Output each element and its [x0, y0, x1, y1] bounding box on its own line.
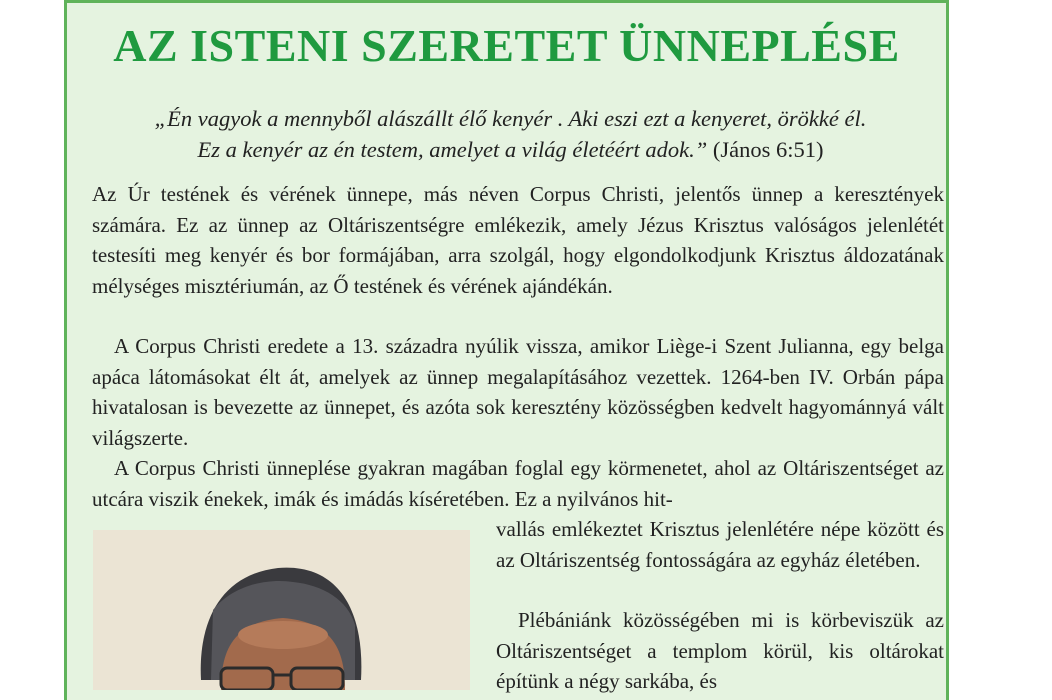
paragraph-4: Plébániánk közösségében mi is körbeviszük az Oltáriszentséget a templom körül, kis oltárokat építünk a négy sarkába, és — [496, 608, 944, 693]
paragraph-1: Az Úr testének és vérének ünnepe, más néven Corpus Christi, jelentős ünnep a keresztények számára. Ez az ünnep az Oltáriszentségre emlékezik, amely Jézus Krisztus valóságos jelenlétét testesíti meg kenyér és bor formájában, arra szolgál, hogy elgondolkodjunk Krisztus áldozatának mélységes misztériumán, az Ő testének és vérének ajándékán. — [92, 182, 944, 298]
priest-portrait-image — [93, 530, 470, 690]
paragraph-3-continued: vallás emlékeztet Krisztus jelenlétére népe között és az Oltáriszentség fontosságára az egyház életében. — [496, 517, 944, 572]
quote-line-2: Ez a kenyér az én testem, amelyet a világ életéért adok.” — [197, 137, 708, 162]
bible-quote — [87, 103, 934, 165]
priest-photo — [93, 530, 470, 690]
paragraph-2: A Corpus Christi eredete a 13. századra nyúlik vissza, amikor Liège-i Szent Julianna, egy belga apáca látomásokat élt át, amelyek az ünnep megalapításához vezettek. 1264-ben IV. Orbán pápa hivatalosan is bevezette az ünnepet, és azóta sok keresztény közösségben kedvelt hagyománnyá vált világszerte. — [92, 334, 944, 450]
quote-reference: (János 6:51) — [707, 137, 824, 162]
paragraph-3: A Corpus Christi ünneplése gyakran magában foglal egy körmenetet, ahol az Oltáriszentséget az utcára viszik énekek, imák és imádás kíséretében. Ez a nyilvános hit- — [92, 456, 944, 511]
article-title: AZ ISTENI SZERETET ÜNNEPLÉSE — [113, 20, 900, 71]
article-frame — [64, 0, 949, 700]
quote-line-1: „Én vagyok a mennyből alászállt élő kenyér . Aki eszi ezt a kenyeret, örökké él. — [154, 106, 867, 131]
